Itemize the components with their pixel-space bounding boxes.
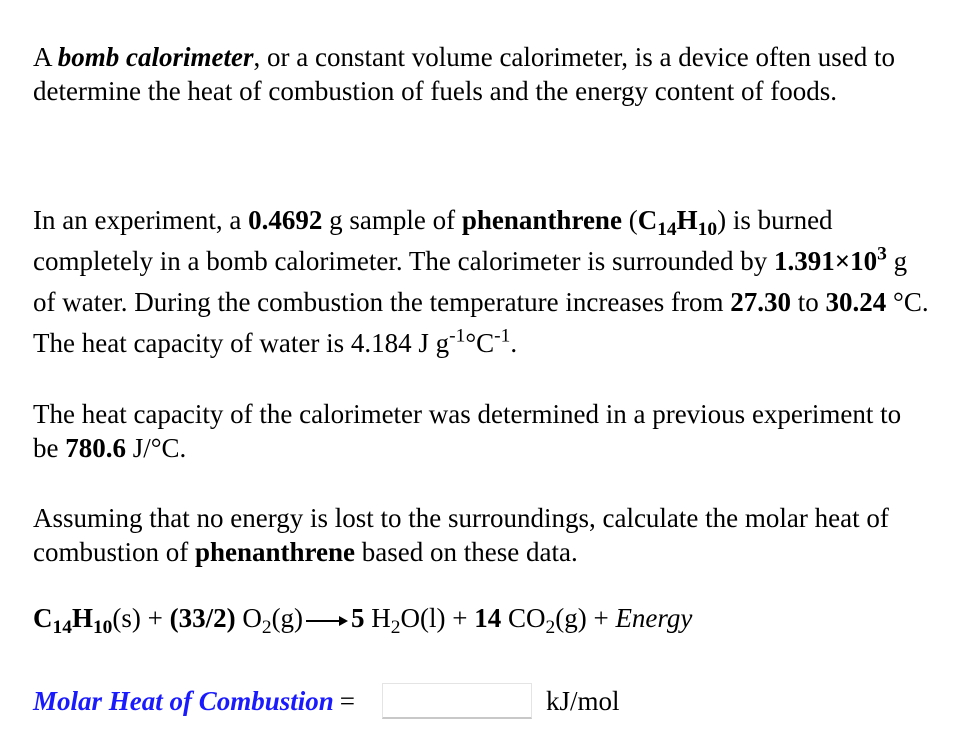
question-paragraph [33, 501, 933, 569]
text: ) is burned completely in a bomb calorimeter. The calorimeter is surrounded by [33, 205, 833, 276]
text: (g) [271, 603, 304, 633]
text: based on these data. [355, 537, 578, 567]
text: °C. The heat capacity of water is 4.184 J g [33, 287, 929, 358]
sample-mass: 0.4692 [248, 205, 323, 235]
intro-term: bomb calorimeter [57, 42, 254, 72]
formula-part: H [71, 603, 93, 633]
text: The heat capacity of the calorimeter was determined in a previous experiment to be [33, 399, 902, 463]
compound-name: phenanthrene [461, 205, 622, 235]
text: °C [465, 328, 495, 358]
oxygen-coefficient: (33/2) [169, 603, 236, 633]
answer-label: Molar Heat of Combustion [33, 685, 334, 716]
text: O(l) + [400, 603, 475, 633]
text: J/°C. [125, 433, 187, 463]
water-mass [774, 243, 887, 276]
formula-subscript: 2 [261, 617, 272, 639]
intro-rest: , or a constant volume calorimeter, is a device often used to determine the heat of combustion of fuels and the energy content of foods. [33, 42, 895, 106]
text: (g) + [555, 603, 616, 633]
text: ( [621, 205, 638, 235]
unit-label: kJ/mol [546, 685, 620, 716]
formula-subscript: 14 [657, 219, 677, 241]
formula-part: H [676, 205, 698, 235]
water-mass-base: 1.391×10 [774, 246, 878, 276]
formula-subscript: 2 [390, 617, 401, 639]
answer-row [33, 681, 620, 721]
calorimeter-paragraph [33, 397, 933, 465]
water-coefficient: 5 [351, 603, 365, 633]
reaction-arrow-icon [306, 616, 348, 626]
exponent: -1 [449, 325, 466, 347]
formula-part: C [637, 205, 658, 235]
text: g of water. During the combustion the temperature increases from [33, 246, 908, 317]
formula-subscript: 10 [92, 617, 113, 639]
energy-term: Energy [615, 603, 693, 633]
text: H [364, 603, 391, 633]
formula-subscript: 14 [52, 617, 72, 639]
text: Assuming that no energy is lost to the surroundings, calculate the molar heat of combustion of [33, 503, 889, 567]
intro-lead: A [33, 42, 58, 72]
exponent: -1 [494, 325, 511, 347]
text: In an experiment, a [33, 205, 249, 235]
intro-paragraph [33, 40, 933, 108]
formula-subscript: 10 [697, 219, 718, 241]
final-temperature: 30.24 [825, 287, 887, 317]
equals-sign: = [339, 685, 356, 716]
compound-name: phenanthrene [195, 537, 356, 567]
water-mass-exponent: 3 [877, 243, 887, 265]
compound-formula [637, 205, 718, 241]
experiment-paragraph [33, 200, 933, 364]
text: g sample of [322, 205, 462, 235]
text: O [235, 603, 262, 633]
formula-part: C [33, 603, 53, 633]
calorimeter-heat-capacity: 780.6 [65, 433, 126, 463]
molar-heat-input[interactable] [382, 683, 532, 719]
text: CO [501, 603, 546, 633]
co2-coefficient: 14 [474, 603, 502, 633]
initial-temperature: 27.30 [730, 287, 792, 317]
text: (s) + [112, 603, 170, 633]
combustion-equation [33, 598, 933, 638]
text: . [510, 328, 518, 358]
reactant-formula [33, 603, 113, 639]
formula-subscript: 2 [545, 617, 556, 639]
text: to [791, 287, 826, 317]
